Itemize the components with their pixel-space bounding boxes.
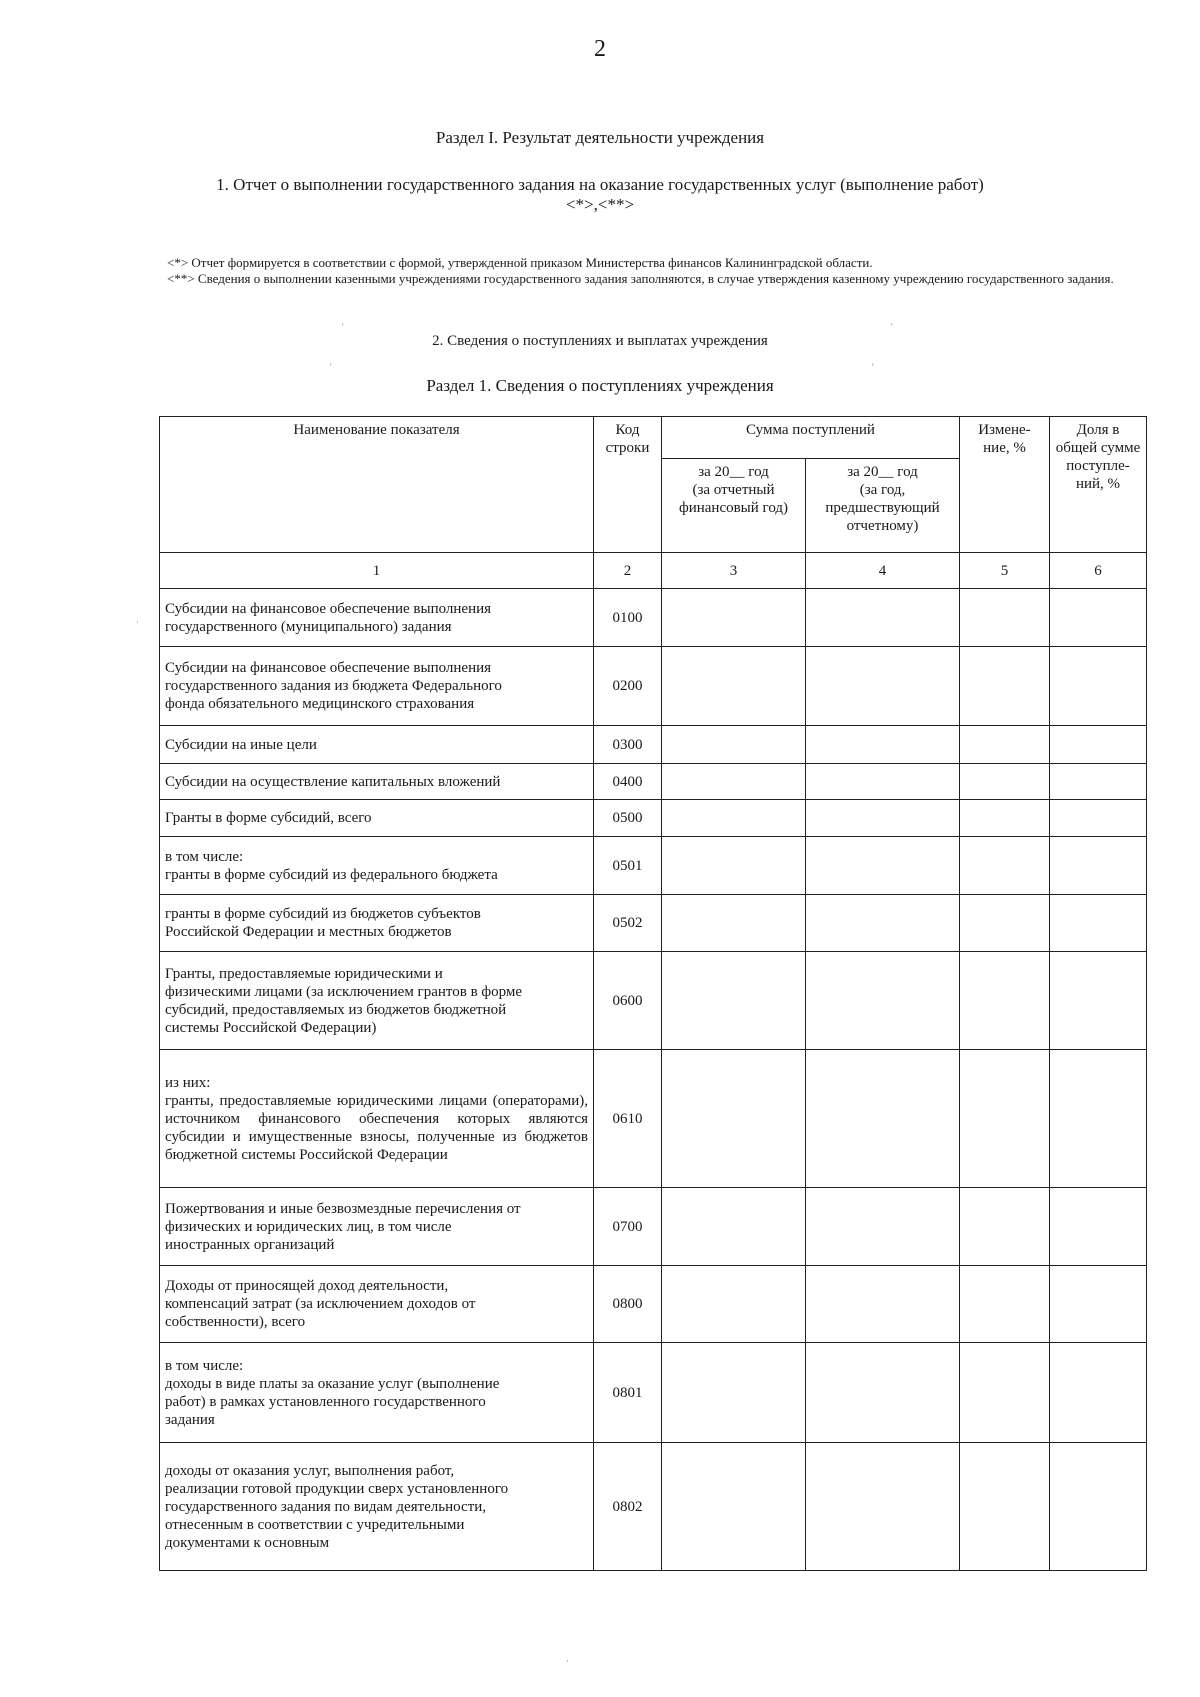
cell-sum-previous[interactable] <box>806 647 960 726</box>
table-row <box>160 1343 1147 1443</box>
column-number: 2 <box>594 553 662 589</box>
cell-sum-current[interactable] <box>662 837 806 895</box>
cell-sum-previous[interactable] <box>806 1188 960 1266</box>
cell-change[interactable] <box>960 589 1050 647</box>
cell-share[interactable] <box>1050 952 1147 1050</box>
row-indicator-name: Гранты, предоставляемые юридическими и физическими лицами (за исключением грантов в форме субсидий, предоставляемых из бюджетов бюджетной системы Российской Федерации) <box>160 952 594 1050</box>
row-code: 0801 <box>594 1343 662 1443</box>
table-row <box>160 1050 1147 1188</box>
cell-sum-current[interactable] <box>662 1188 806 1266</box>
cell-sum-current[interactable] <box>662 589 806 647</box>
row-code: 0501 <box>594 837 662 895</box>
table-row <box>160 952 1147 1050</box>
cell-change[interactable] <box>960 1266 1050 1343</box>
cell-change[interactable] <box>960 1050 1050 1188</box>
cell-change[interactable] <box>960 764 1050 800</box>
cell-sum-previous[interactable] <box>806 837 960 895</box>
cell-share[interactable] <box>1050 800 1147 837</box>
row-indicator-name: в том числе: доходы в виде платы за оказание услуг (выполнение работ) в рамках установленного государственного задания <box>160 1343 594 1443</box>
cell-sum-current[interactable] <box>662 1343 806 1443</box>
table-row <box>160 726 1147 764</box>
header-sum-group: Сумма поступлений <box>662 417 960 459</box>
report-title-line-1: 1. Отчет о выполнении государственного задания на оказание государственных услуг (выполнение работ) <box>216 175 984 194</box>
cell-change[interactable] <box>960 726 1050 764</box>
cell-sum-current[interactable] <box>662 895 806 952</box>
table-row <box>160 1443 1147 1571</box>
row-code: 0300 <box>594 726 662 764</box>
cell-sum-previous[interactable] <box>806 726 960 764</box>
row-code: 0610 <box>594 1050 662 1188</box>
footnote-2: <**> Сведения о выполнении казенными учреждениями государственного задания заполняются, в случае утверждения казенному учреждению государственного задания. <box>167 271 1114 286</box>
column-numbers-row <box>160 553 1147 589</box>
row-indicator-name: Доходы от приносящей доход деятельности, компенсаций затрат (за исключением доходов от собственности), всего <box>160 1266 594 1343</box>
row-indicator-name: Субсидии на финансовое обеспечение выполнения государственного задания из бюджета Федерального фонда обязательного медицинского страхования <box>160 647 594 726</box>
cell-sum-previous[interactable] <box>806 764 960 800</box>
cell-share[interactable] <box>1050 1343 1147 1443</box>
row-code: 0502 <box>594 895 662 952</box>
column-number: 1 <box>160 553 594 589</box>
footnote-1: <*> Отчет формируется в соответствии с формой, утвержденной приказом Министерства финансов Калининградской области. <box>167 255 873 270</box>
row-indicator-name: Субсидии на осуществление капитальных вложений <box>160 764 594 800</box>
row-indicator-name: в том числе: гранты в форме субсидий из федерального бюджета <box>160 837 594 895</box>
row-code: 0400 <box>594 764 662 800</box>
cell-sum-previous[interactable] <box>806 1050 960 1188</box>
cell-share[interactable] <box>1050 647 1147 726</box>
cell-sum-current[interactable] <box>662 1266 806 1343</box>
cell-share[interactable] <box>1050 1266 1147 1343</box>
row-indicator-name: гранты в форме субсидий из бюджетов субъектов Российской Федерации и местных бюджетов <box>160 895 594 952</box>
table-row <box>160 647 1147 726</box>
page-number: 2 <box>594 36 606 62</box>
row-indicator-name: доходы от оказания услуг, выполнения работ, реализации готовой продукции сверх установленного государственного задания по видам деятельности, отнесенным в соответствии с учредительными документами к основным <box>160 1443 594 1571</box>
table-row <box>160 764 1147 800</box>
cell-change[interactable] <box>960 1343 1050 1443</box>
cell-share[interactable] <box>1050 1188 1147 1266</box>
table-row <box>160 1188 1147 1266</box>
cell-sum-current[interactable] <box>662 1443 806 1571</box>
cell-sum-previous[interactable] <box>806 1266 960 1343</box>
row-code: 0802 <box>594 1443 662 1571</box>
table-row <box>160 1266 1147 1343</box>
cell-change[interactable] <box>960 837 1050 895</box>
row-code: 0700 <box>594 1188 662 1266</box>
report-title <box>150 175 1050 215</box>
subsection-title: 2. Сведения о поступлениях и выплатах учреждения <box>432 333 768 349</box>
cell-share[interactable] <box>1050 764 1147 800</box>
cell-sum-current[interactable] <box>662 647 806 726</box>
part-title: Раздел 1. Сведения о поступлениях учреждения <box>426 376 774 395</box>
column-number: 4 <box>806 553 960 589</box>
cell-sum-current[interactable] <box>662 726 806 764</box>
row-code: 0800 <box>594 1266 662 1343</box>
row-code: 0100 <box>594 589 662 647</box>
cell-sum-previous[interactable] <box>806 952 960 1050</box>
cell-change[interactable] <box>960 800 1050 837</box>
column-number: 5 <box>960 553 1050 589</box>
row-code: 0600 <box>594 952 662 1050</box>
row-indicator-name: из них: гранты, предоставляемые юридическими лицами (операторами), источником финансового обеспечения которых являются субсидии и имущественные взносы, полученные из бюджетов бюджетной системы Российской Федерации <box>160 1050 594 1188</box>
cell-change[interactable] <box>960 952 1050 1050</box>
row-code: 0500 <box>594 800 662 837</box>
cell-sum-current[interactable] <box>662 1050 806 1188</box>
cell-share[interactable] <box>1050 1050 1147 1188</box>
cell-share[interactable] <box>1050 726 1147 764</box>
header-sum-previous: за 20__ год (за год, предшествующий отчетному) <box>806 459 960 553</box>
cell-sum-previous[interactable] <box>806 589 960 647</box>
footnotes <box>167 255 1145 287</box>
cell-sum-previous[interactable] <box>806 800 960 837</box>
column-number: 6 <box>1050 553 1147 589</box>
report-title-line-2: <*>,<**> <box>565 195 635 214</box>
cell-sum-previous[interactable] <box>806 1443 960 1571</box>
header-indicator: Наименование показателя <box>160 417 594 553</box>
table-row <box>160 895 1147 952</box>
cell-change[interactable] <box>960 1443 1050 1571</box>
cell-sum-previous[interactable] <box>806 895 960 952</box>
cell-share[interactable] <box>1050 1443 1147 1571</box>
cell-change[interactable] <box>960 647 1050 726</box>
table-row <box>160 800 1147 837</box>
row-indicator-name: Субсидии на иные цели <box>160 726 594 764</box>
header-sum-current: за 20__ год (за отчетный финансовый год) <box>662 459 806 553</box>
header-code: Код строки <box>594 417 662 553</box>
cell-share[interactable] <box>1050 589 1147 647</box>
cell-change[interactable] <box>960 895 1050 952</box>
row-code: 0200 <box>594 647 662 726</box>
row-indicator-name: Пожертвования и иные безвозмездные перечисления от физических и юридических лиц, в том числе иностранных организаций <box>160 1188 594 1266</box>
cell-share[interactable] <box>1050 895 1147 952</box>
cell-sum-current[interactable] <box>662 800 806 837</box>
table-row <box>160 837 1147 895</box>
cell-sum-current[interactable] <box>662 952 806 1050</box>
receipts-table <box>159 416 1147 1571</box>
header-share: Доля в общей сумме поступле- ний, % <box>1050 417 1147 553</box>
header-change: Измене- ние, % <box>960 417 1050 553</box>
table-row <box>160 589 1147 647</box>
section-title: Раздел I. Результат деятельности учреждения <box>435 128 765 147</box>
row-indicator-name: Субсидии на финансовое обеспечение выполнения государственного (муниципального) задания <box>160 589 594 647</box>
row-indicator-name: Гранты в форме субсидий, всего <box>160 800 594 837</box>
cell-share[interactable] <box>1050 837 1147 895</box>
cell-sum-current[interactable] <box>662 764 806 800</box>
cell-change[interactable] <box>960 1188 1050 1266</box>
column-number: 3 <box>662 553 806 589</box>
cell-sum-previous[interactable] <box>806 1343 960 1443</box>
